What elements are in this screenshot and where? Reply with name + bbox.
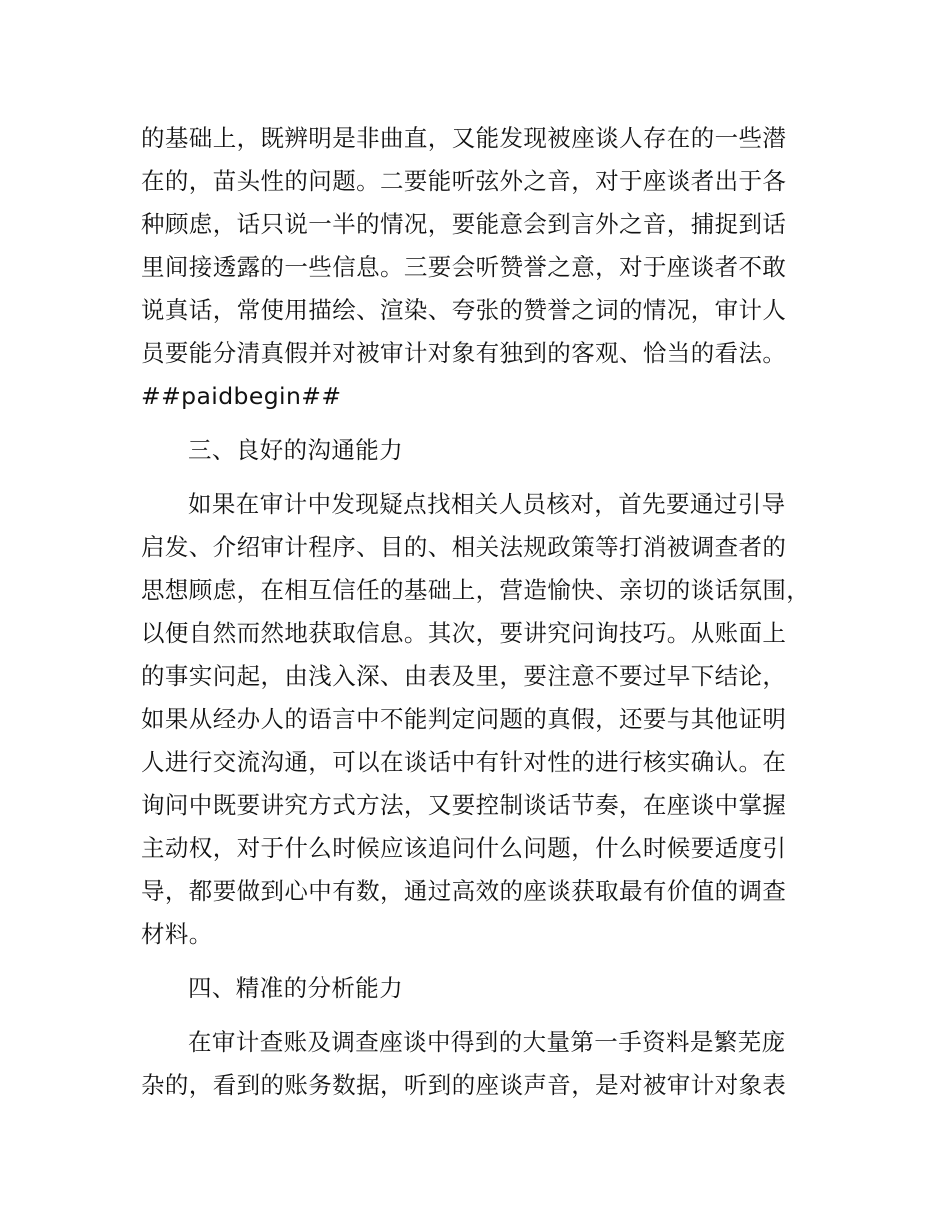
text-line: 询问中既要讲究方式方法，又要控制谈话节奏，在座谈中掌握: [141, 791, 787, 819]
text-line: 的基础上，既辨明是非曲直，又能发现被座谈人存在的一些潜: [141, 124, 787, 152]
text-line: 里间接透露的一些信息。三要会听赞誉之意，对于座谈者不敢: [141, 253, 787, 281]
text-line: 种顾虑，话只说一半的情况，要能意会到言外之音，捕捉到话: [141, 210, 787, 238]
section-heading: 四、精准的分析能力: [188, 974, 404, 1002]
text-line: 说真话，常使用描绘、渲染、夸张的赞誉之词的情况，审计人: [141, 296, 787, 324]
text-line: 在的，苗头性的问题。二要能听弦外之音，对于座谈者出于各: [141, 167, 787, 195]
paid-marker: ##paidbegin##: [141, 382, 342, 410]
text-line: 员要能分清真假并对被审计对象有独到的客观、恰当的看法。: [141, 339, 787, 367]
text-line: 以便自然而然地获取信息。其次，要讲究问询技巧。从账面上: [141, 619, 787, 647]
text-line: 人进行交流沟通，可以在谈话中有针对性的进行核实确认。在: [141, 748, 787, 776]
paragraph-first-line: 如果在审计中发现疑点找相关人员核对，首先要通过引导: [188, 490, 786, 518]
text-line: 如果从经办人的语言中不能判定问题的真假，还要与其他证明: [141, 705, 787, 733]
text-line: 的事实问起，由浅入深、由表及里，要注意不要过早下结论，: [141, 662, 787, 690]
text-line: 导，都要做到心中有数，通过高效的座谈获取最有价值的调查: [141, 877, 787, 905]
text-line: 材料。: [141, 920, 213, 948]
text-line: 杂的，看到的账务数据，听到的座谈声音，是对被审计对象表: [141, 1071, 787, 1099]
section-heading: 三、良好的沟通能力: [188, 436, 404, 464]
text-line: 主动权，对于什么时候应该追问什么问题，什么时候要适度引: [141, 834, 787, 862]
paragraph-first-line: 在审计查账及调查座谈中得到的大量第一手资料是繁芜庞: [188, 1028, 786, 1056]
text-line: 启发、介绍审计程序、目的、相关法规政策等打消被调查者的: [141, 533, 787, 561]
text-line: 思想顾虑，在相互信任的基础上，营造愉快、亲切的谈话氛围，: [141, 576, 811, 604]
